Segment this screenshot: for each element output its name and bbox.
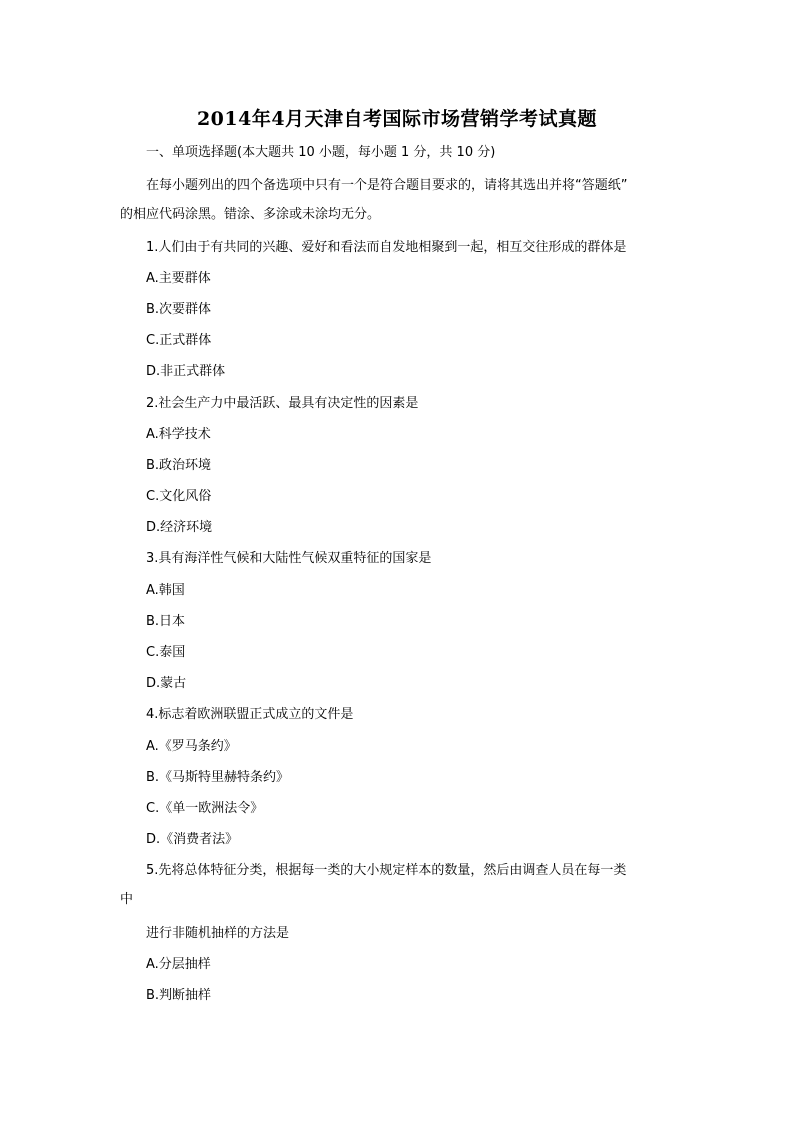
question-1-option-d: D.非正式群体 (146, 364, 226, 379)
question-1-stem: 1.人们由于有共同的兴趣、爱好和看法而自发地相聚到一起，相互交往形成的群体是 (146, 240, 627, 255)
question-2-option-b: B.政治环境 (146, 458, 212, 473)
section-heading: 一、单项选择题(本大题共 10 小题，每小题 1 分，共 10 分) (146, 145, 496, 160)
page-title: 2014年4月天津自考国际市场营销学考试真题 (196, 108, 598, 130)
question-2-option-d: D.经济环境 (146, 520, 213, 535)
question-2-stem: 2.社会生产力中最活跃、最具有决定性的因素是 (146, 396, 419, 411)
question-3-option-b: B.日本 (146, 614, 186, 629)
instructions-line-1: 在每小题列出的四个备选项中只有一个是符合题目要求的，请将其选出并将“答题纸” (146, 178, 628, 193)
question-5-stem-continuation-1: 中 (120, 892, 134, 907)
question-5-stem-continuation-2: 进行非随机抽样的方法是 (146, 926, 290, 941)
question-5-option-b: B.判断抽样 (146, 988, 212, 1003)
question-3-option-a: A.韩国 (146, 583, 185, 598)
question-5-option-a: A.分层抽样 (146, 957, 211, 972)
question-2-option-c: C.文化风俗 (146, 489, 212, 504)
question-2-option-a: A.科学技术 (146, 427, 211, 442)
question-4-stem: 4.标志着欧洲联盟正式成立的文件是 (146, 707, 354, 722)
question-4-option-d: D.《消费者法》 (146, 832, 239, 847)
question-1-option-c: C.正式群体 (146, 333, 212, 348)
question-1-option-b: B.次要群体 (146, 302, 212, 317)
question-3-option-d: D.蒙古 (146, 676, 187, 691)
question-4-option-c: C.《单一欧洲法令》 (146, 801, 264, 816)
question-3-stem: 3.具有海洋性气候和大陆性气候双重特征的国家是 (146, 551, 432, 566)
question-1-option-a: A.主要群体 (146, 271, 211, 286)
question-4-option-b: B.《马斯特里赫特条约》 (146, 770, 290, 785)
instructions-line-2: 的相应代码涂黑。错涂、多涂或未涂均无分。 (120, 207, 381, 222)
question-4-option-a: A.《罗马条约》 (146, 739, 237, 754)
question-5-stem: 5.先将总体特征分类，根据每一类的大小规定样本的数量，然后由调查人员在每一类 (146, 863, 627, 878)
question-3-option-c: C.泰国 (146, 645, 186, 660)
